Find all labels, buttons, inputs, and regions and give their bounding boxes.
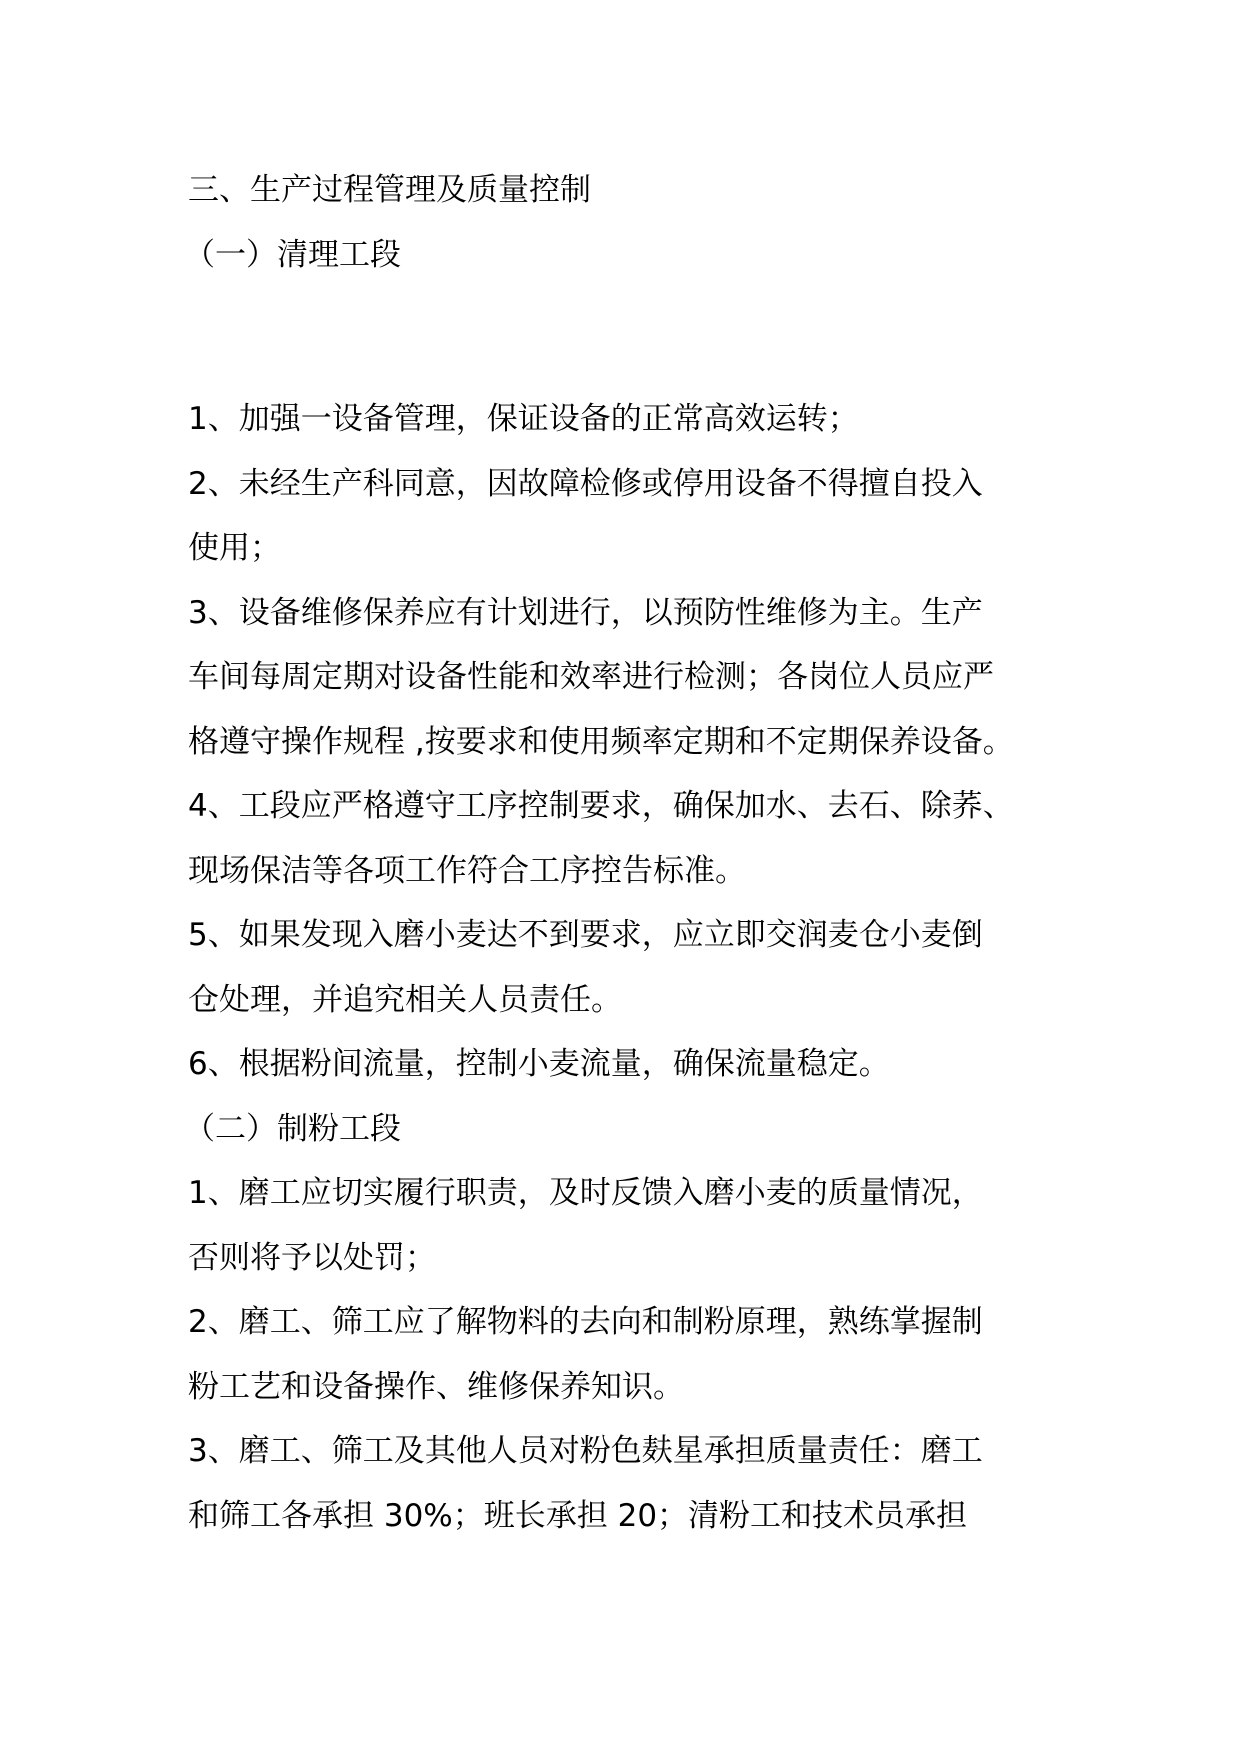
paragraph-line: 3、设备维修保养应有计划进行，以预防性维修为主。生产: [188, 594, 983, 631]
paragraph-line: 粉工艺和设备操作、维修保养知识。: [188, 1368, 684, 1405]
paragraph-line: 现场保洁等各项工作符合工序控告标准。: [188, 852, 746, 889]
paragraph-line: 4、工段应严格遵守工序控制要求，确保加水、去石、除荞、: [188, 788, 1014, 824]
paragraph-line: 1、磨工应切实履行职责，及时反馈入磨小麦的质量情况，: [188, 1175, 983, 1211]
paragraph-line: 5、如果发现入磨小麦达不到要求，应立即交润麦仓小麦倒: [188, 917, 983, 953]
section-title-milling: （二）制粉工段: [184, 1110, 401, 1147]
document-body: [184, 158, 1068, 1548]
paragraph-line: 2、磨工、筛工应了解物料的去向和制粉原理，熟练掌握制: [188, 1304, 983, 1340]
paragraph-line: 和筛工各承担 30%；班长承担 20；清粉工和技术员承担: [188, 1497, 968, 1534]
paragraph-line: 使用；: [188, 530, 281, 566]
paragraph-line: 格遵守操作规程 ,按要求和使用频率定期和不定期保养设备。: [188, 723, 1014, 760]
paragraph-line: 车间每周定期对设备性能和效率进行检测；各岗位人员应严: [188, 659, 994, 695]
paragraph-line: 否则将予以处罚；: [188, 1239, 436, 1276]
paragraph-line: 3、磨工、筛工及其他人员对粉色麸星承担质量责任：磨工: [188, 1433, 983, 1469]
paragraph-line: 仓处理，并追究相关人员责任。: [188, 981, 622, 1018]
paragraph-line: 1、加强一设备管理，保证设备的正常高效运转；: [188, 401, 859, 437]
paragraph-line: 6、根据粉间流量，控制小麦流量，确保流量稳定。: [188, 1046, 890, 1082]
document-heading: 三、生产过程管理及质量控制: [188, 172, 591, 208]
blank-gap: [188, 287, 1068, 387]
paragraph-line: 2、未经生产科同意，因故障检修或停用设备不得擅自投入: [188, 465, 983, 502]
section-title-cleaning: （一）清理工段: [184, 236, 401, 273]
